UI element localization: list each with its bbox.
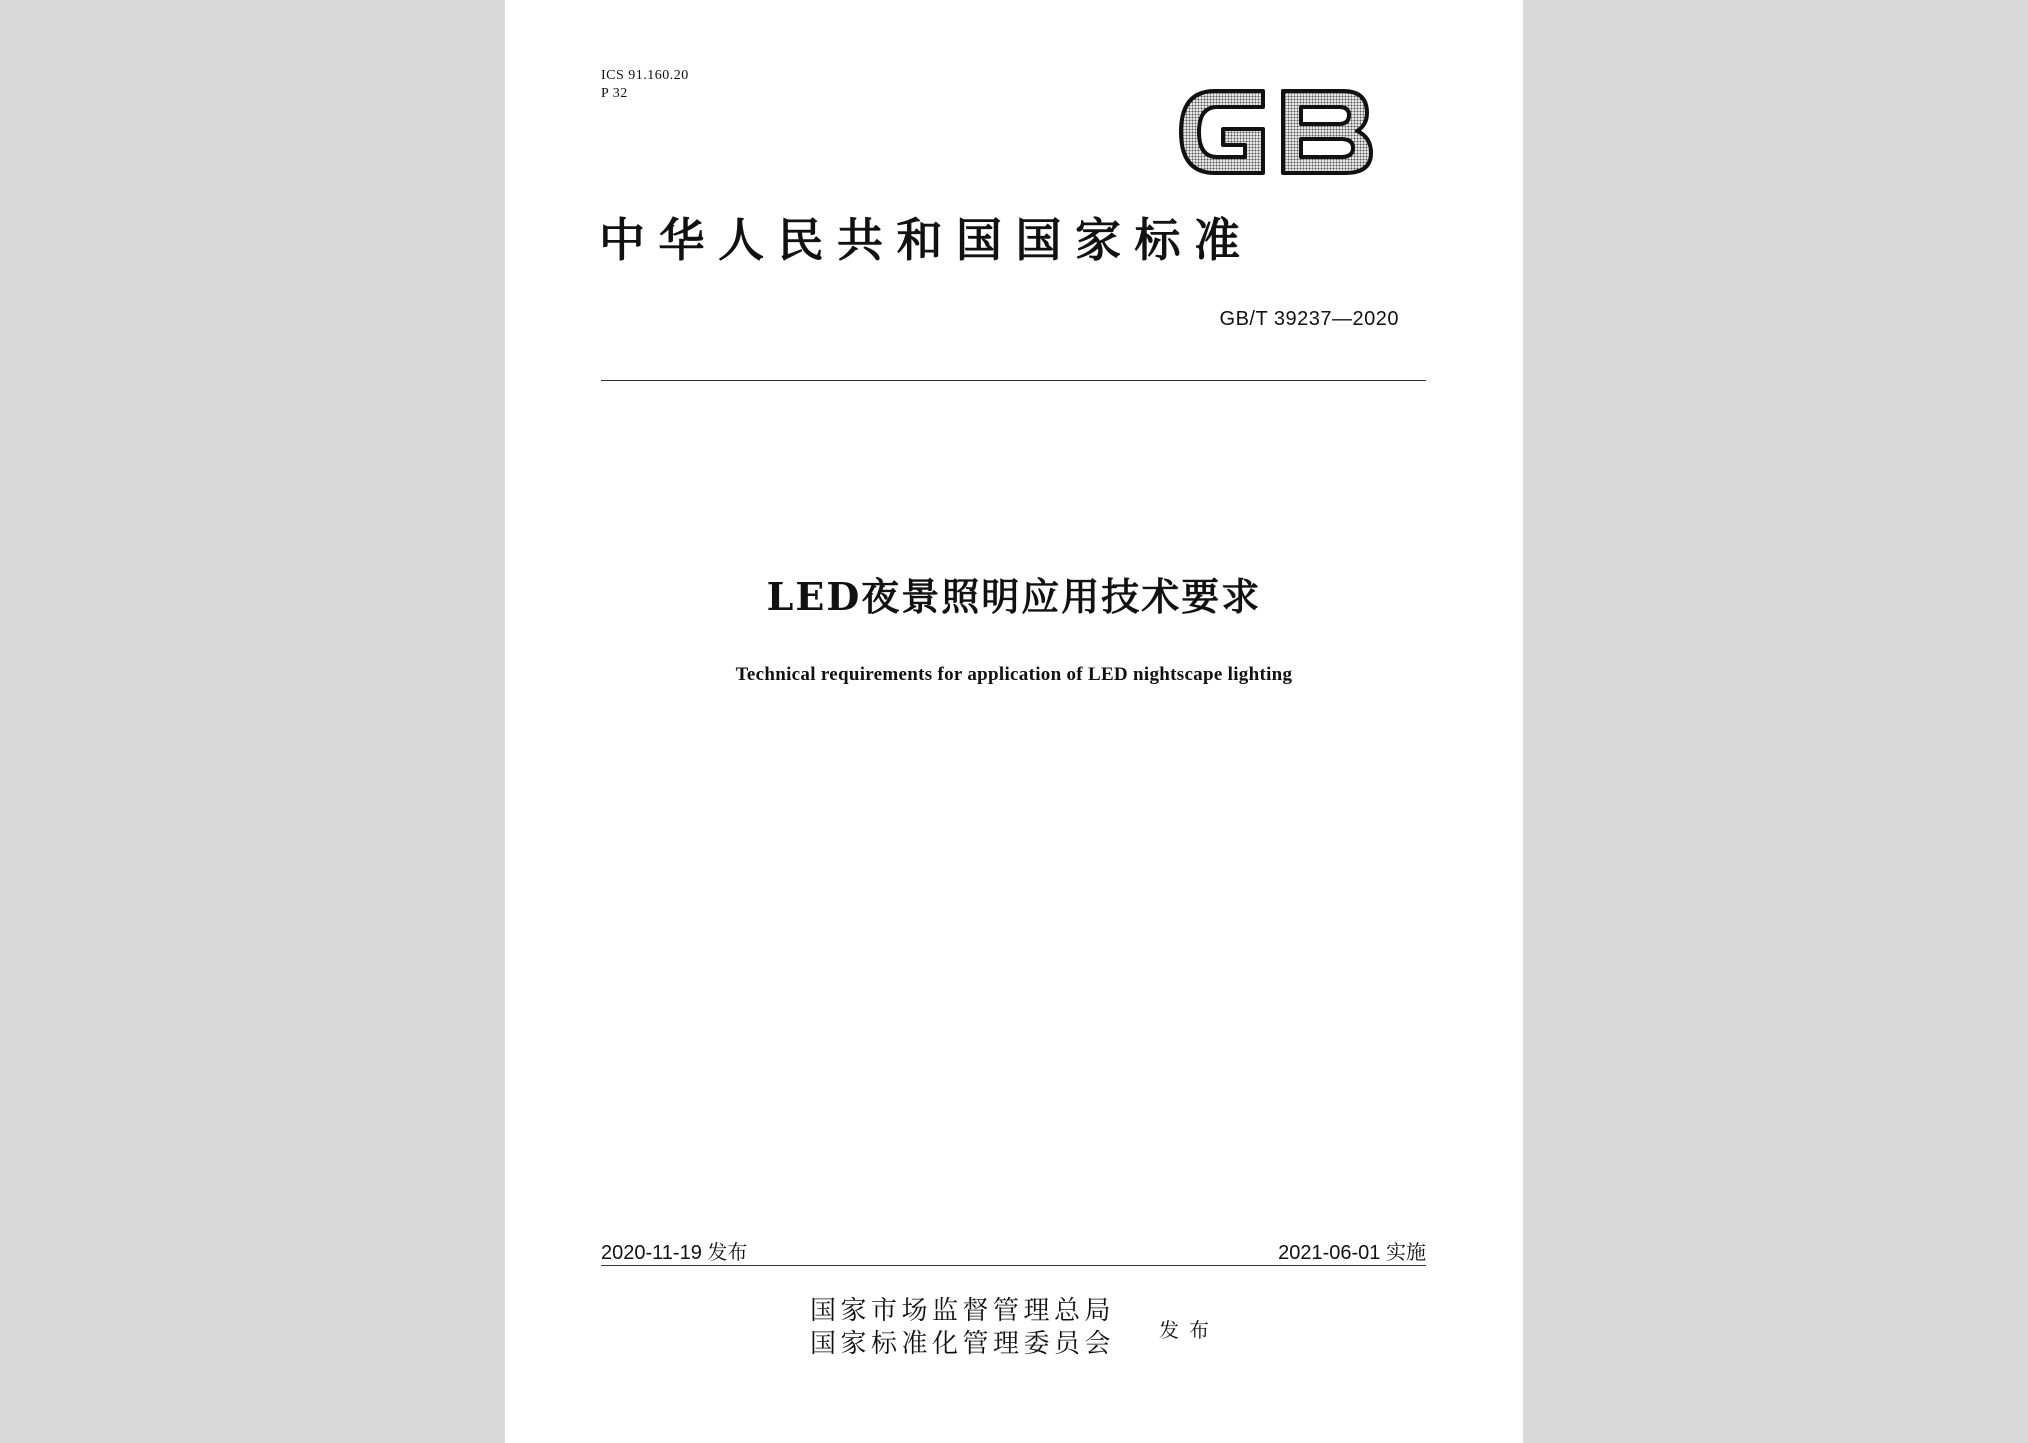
- gb-logo-icon: [1173, 77, 1378, 187]
- release-date: 2020-11-19 发布: [601, 1242, 748, 1264]
- standard-number: GB/T 39237—2020: [1219, 308, 1399, 330]
- header-divider: [601, 380, 1426, 381]
- national-standard-title: 中华人民共和国国家标准: [599, 213, 1254, 267]
- ics-code: ICS 91.160.20: [601, 68, 689, 83]
- implementation-date: 2021-06-01 实施: [1278, 1242, 1426, 1264]
- ccs-code: P 32: [601, 86, 628, 101]
- footer-divider: [601, 1265, 1426, 1266]
- issuer-samr: 国家市场监督管理总局: [810, 1296, 1116, 1326]
- classification-codes: [601, 67, 689, 103]
- issuer-sac: 国家标准化管理委员会: [810, 1329, 1116, 1359]
- publish-label: 发布: [1159, 1318, 1219, 1342]
- issuing-authorities: [810, 1295, 1115, 1361]
- document-title-chinese: LED夜景照明应用技术要求: [766, 574, 1262, 619]
- document-title-english: Technical requirements for application of LED nightscape lighting: [735, 664, 1293, 685]
- document-page: [505, 0, 1523, 1443]
